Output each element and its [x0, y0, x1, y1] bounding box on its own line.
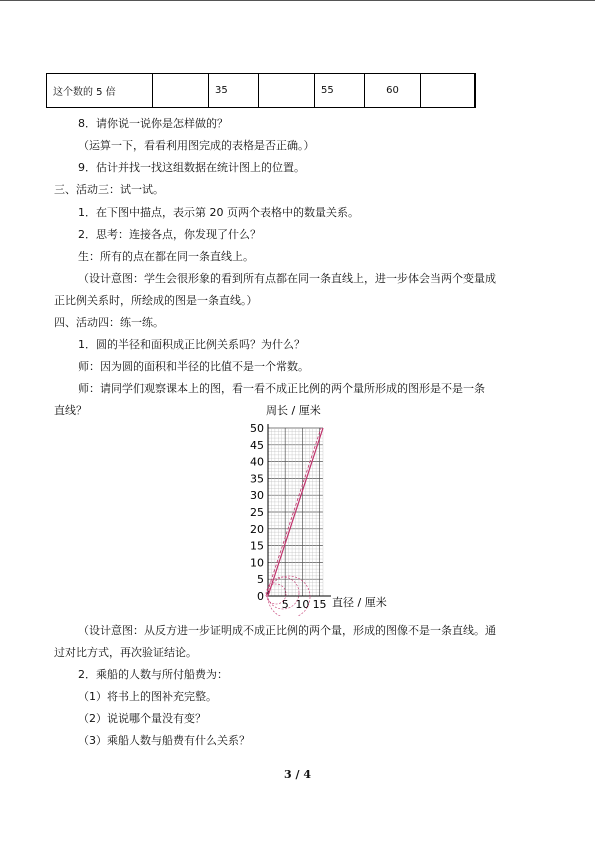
section-heading: 三、活动三：试一试。 — [54, 183, 164, 196]
paragraph: 师：因为圆的面积和半径的比值不是一个常数。 — [78, 360, 309, 373]
circumference-chart — [236, 400, 406, 616]
top-rule — [0, 0, 595, 1]
paragraph: 1．圆的半径和面积成正比例关系吗？为什么？ — [78, 338, 305, 351]
paragraph: 正比例关系时，所绘成的图是一条直线。） — [54, 294, 258, 307]
x-tick-label: 15 — [312, 598, 327, 611]
y-tick-label: 5 — [257, 573, 264, 587]
table-cell: 35 — [209, 74, 259, 108]
y-tick-label: 30 — [250, 489, 264, 503]
y-tick-label: 45 — [250, 438, 264, 452]
page-number: 3 / 4 — [284, 768, 311, 781]
paragraph: （设计意图：学生会很形象的看到所有点都在同一条直线上，进一步体会当两个变量成 — [78, 272, 496, 285]
paragraph: 过对比方式，再次验证结论。 — [54, 646, 197, 659]
paragraph: （运算一下，看看利用图完成的表格是否正确。） — [78, 139, 315, 152]
x-tick-label: 10 — [295, 598, 310, 611]
table-cell — [153, 74, 209, 108]
table-cell — [421, 74, 475, 108]
y-tick-label: 15 — [250, 539, 264, 553]
y-tick-label: 25 — [250, 506, 264, 519]
paragraph: （2）说说哪个量没有变？ — [78, 712, 206, 725]
paragraph: 8．请你说一说你是怎样做的？ — [78, 117, 228, 130]
chart-axes — [268, 424, 331, 596]
paragraph: 直线？ — [54, 404, 87, 417]
paragraph: （1）将书上的图补充完整。 — [78, 690, 217, 703]
table-cell — [259, 74, 315, 108]
y-tick-label: 10 — [250, 556, 264, 570]
y-tick-label: 50 — [250, 422, 264, 435]
y-tick-label: 35 — [250, 472, 264, 486]
section-heading: 四、活动四：练一练。 — [54, 316, 164, 329]
paragraph: （设计意图：从反方进一步证明成不成正比例的两个量，形成的图像不是一条直线。通 — [78, 624, 496, 637]
paragraph: 2．乘船的人数与所付船费为： — [78, 668, 228, 681]
table-cell: 60 — [365, 74, 421, 108]
paragraph: 9．估计并找一找这组数据在统计图上的位置。 — [78, 161, 305, 174]
paragraph: 师：请同学们观察课本上的图，看一看不成正比例的两个量所形成的图形是不是一条 — [78, 382, 485, 395]
paragraph: （3）乘船人数与船费有什么关系？ — [78, 734, 250, 747]
paragraph: 生：所有的点在都在同一条直线上。 — [78, 250, 254, 263]
y-tick-label: 20 — [250, 522, 264, 536]
table-row — [47, 74, 475, 108]
table-row-label: 这个数的 5 倍 — [47, 74, 153, 108]
y-tick-label: 0 — [257, 590, 264, 603]
y-axis-label: 周长 / 厘米 — [266, 404, 321, 417]
table-cell: 55 — [315, 74, 365, 108]
data-table — [46, 73, 476, 108]
y-tick-label: 40 — [250, 455, 264, 469]
paragraph: 2．思考：连接各点，你发现了什么？ — [78, 228, 261, 241]
paragraph: 1．在下图中描点，表示第 20 页两个表格中的数量关系。 — [78, 206, 359, 219]
x-axis-label: 直径 / 厘米 — [332, 596, 387, 609]
x-tick-label: 5 — [281, 598, 289, 611]
